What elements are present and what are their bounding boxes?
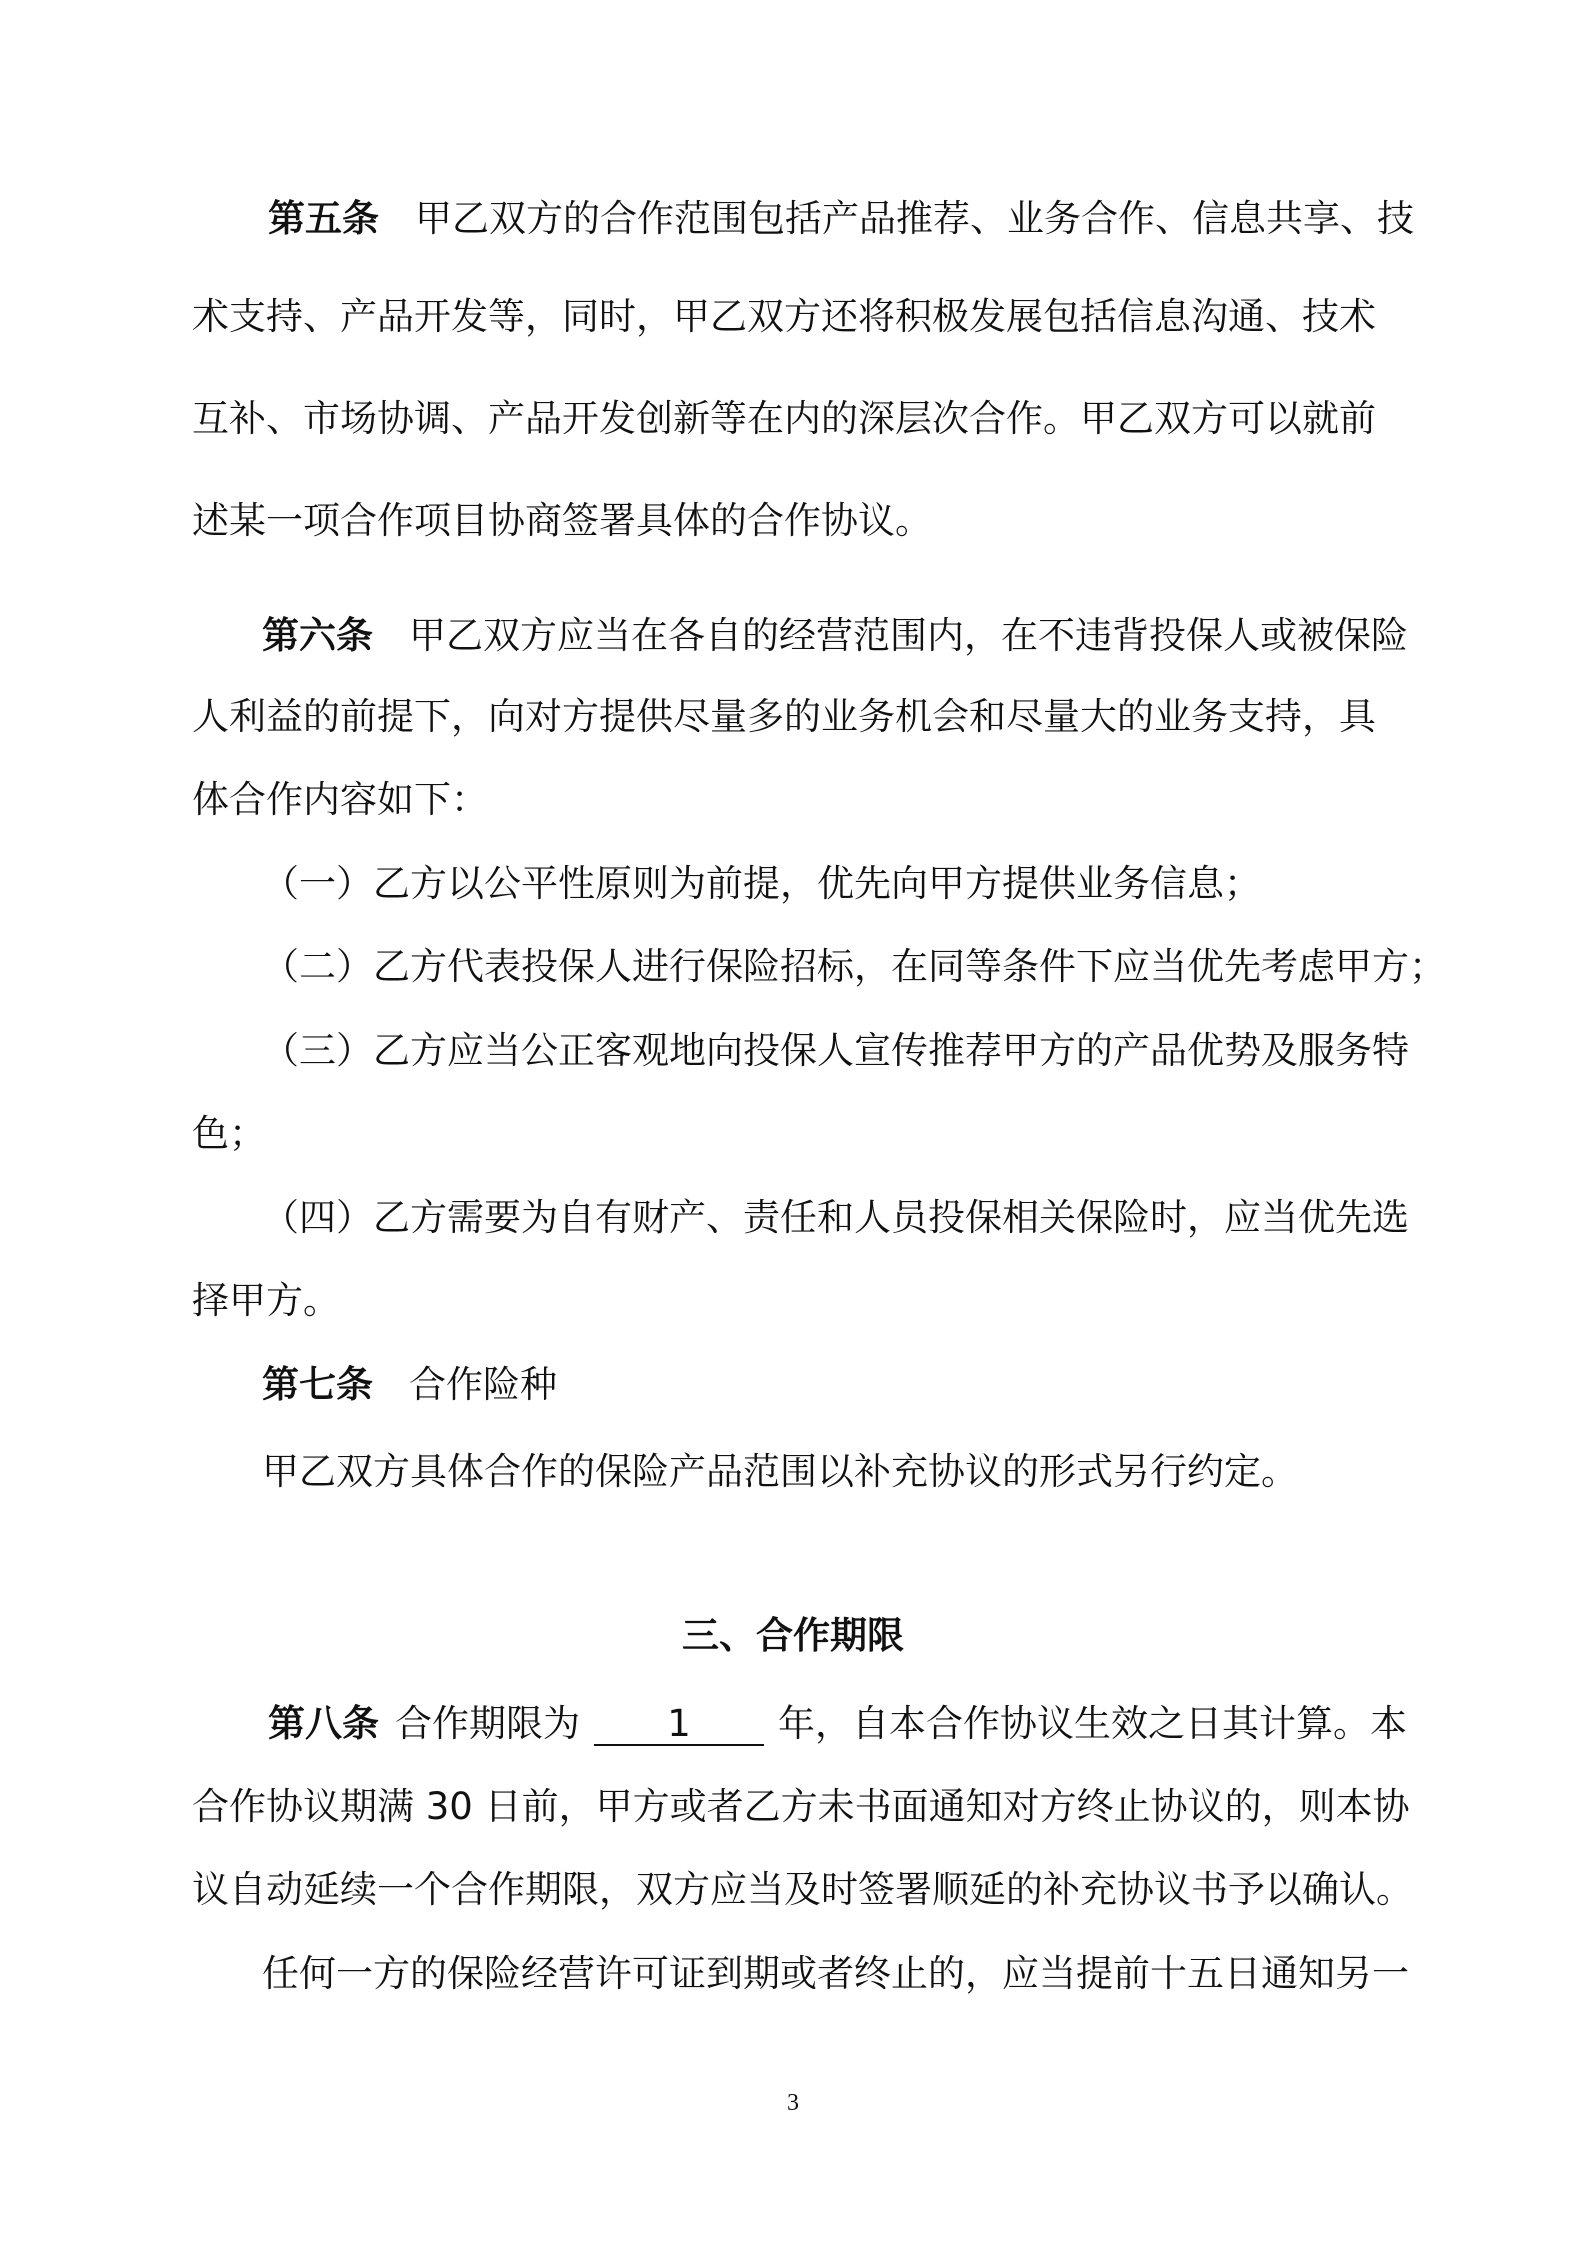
article-6-title: 第六条 (262, 614, 373, 657)
term-years-blank: 1 (594, 1704, 764, 1746)
article-5-line-2: 术支持、产品开发等，同时，甲乙双方还将积极发展包括信息沟通、技术 (192, 295, 1376, 338)
article-7-line-1 (262, 1361, 557, 1409)
article-6-item-4: （四）乙方需要为自有财产、责任和人员投保相关保险时，应当优先选 (262, 1196, 1409, 1239)
article-8-line-1 (268, 1700, 1407, 1748)
article-8-line-2: 合作协议期满 30 日前，甲方或者乙方未书面通知对方终止协议的，则本协 (192, 1785, 1410, 1828)
article-6-item-4-cont: 择甲方。 (192, 1279, 340, 1322)
article-6-item-1: （一）乙方以公平性原则为前提，优先向甲方提供业务信息； (262, 862, 1261, 905)
article-8-post: 年，自本合作协议生效之日其计算。本 (778, 1702, 1407, 1745)
article-6-text-1: 甲乙双方应当在各自的经营范围内，在不违背投保人或被保险 (409, 614, 1408, 657)
section-3-heading: 三、合作期限 (682, 1614, 904, 1657)
article-6-line-2: 人利益的前提下，向对方提供尽量多的业务机会和尽量大的业务支持，具 (192, 695, 1376, 738)
article-5-title: 第五条 (268, 197, 379, 240)
article-7-subtitle: 合作险种 (409, 1363, 557, 1406)
article-5-text-1: 甲乙双方的合作范围包括产品推荐、业务合作、信息共享、技 (415, 197, 1414, 240)
article-6-line-3: 体合作内容如下： (192, 778, 488, 821)
article-8-pre: 合作期限为 (395, 1702, 580, 1745)
article-8-title: 第八条 (268, 1702, 379, 1745)
article-6-item-3-cont: 色； (192, 1112, 266, 1155)
article-5-line-3: 互补、市场协调、产品开发创新等在内的深层次合作。甲乙双方可以就前 (192, 397, 1376, 440)
page-number: 3 (787, 2090, 799, 2116)
article-8-line-3: 议自动延续一个合作期限，双方应当及时签署顺延的补充协议书予以确认。 (192, 1868, 1413, 1911)
article-6-item-2: （二）乙方代表投保人进行保险招标，在同等条件下应当优先考虑甲方； (262, 945, 1446, 988)
article-7-title: 第七条 (262, 1363, 373, 1406)
article-6-item-3: （三）乙方应当公正客观地向投保人宣传推荐甲方的产品优势及服务特 (262, 1029, 1409, 1072)
article-7-body: 甲乙双方具体合作的保险产品范围以补充协议的形式另行约定。 (262, 1450, 1298, 1493)
article-5-line-1 (268, 195, 1414, 243)
article-8-line-4: 任何一方的保险经营许可证到期或者终止的，应当提前十五日通知另一 (262, 1952, 1409, 1995)
article-5-line-4: 述某一项合作项目协商签署具体的合作协议。 (192, 499, 932, 542)
article-6-line-1 (262, 612, 1408, 660)
